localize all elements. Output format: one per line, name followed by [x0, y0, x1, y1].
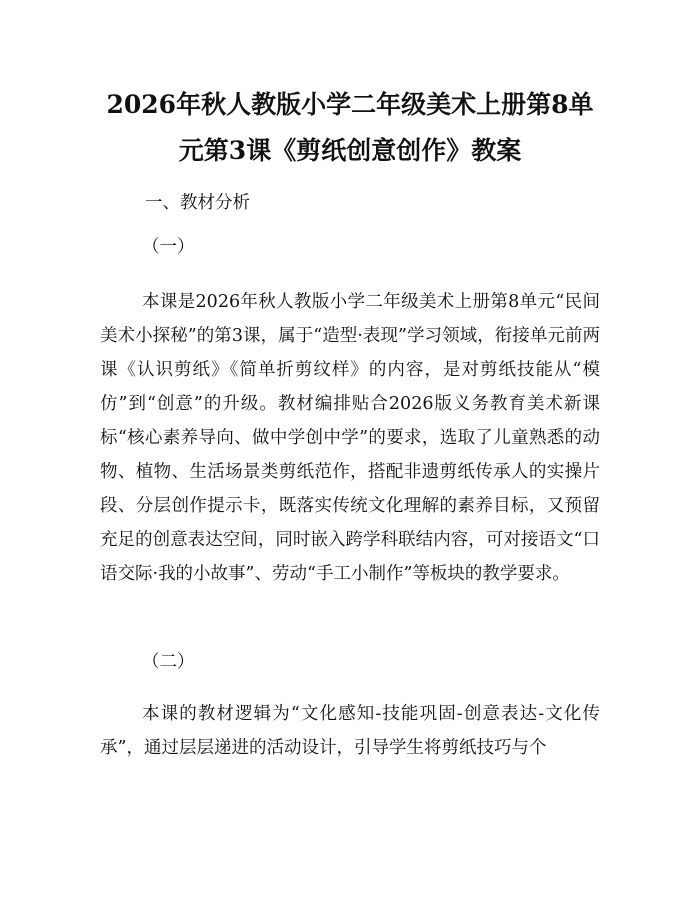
document-title: 2026年秋人教版小学二年级美术上册第8单元第3课《剪纸创意创作》教案	[106, 90, 594, 165]
sub-heading-1: （一）	[142, 237, 195, 257]
sub-heading-2: （二）	[142, 652, 195, 672]
paragraph-1: 本课是2026年秋人教版小学二年级美术上册第8单元“民间美术小探秘”的第3课，属于“造型·表现”学习领域，衔接单元前两课《认识剪纸》《简单折剪纹样》的内容，是对剪纸技能从“模仿”到“创意”的升级。教材编排贴合2026版义务教育美术新课标“核心素养导向、做中学创中学”的要求，选取了儿童熟悉的动物、植物、生活场景类剪纸范作，搭配非遗剪纸传承人的实操片段、分层创作提示卡，既落实传统文化理解的素养目标，又预留充足的创意表达空间，同时嵌入跨学科联结内容，可对接语文“口语交际·我的小故事”、劳动“手工小制作”等板块的教学要求。	[100, 292, 600, 584]
paragraph-2: 本课的教材逻辑为“文化感知-技能巩固-创意表达-文化传承”，通过层层递进的活动设计，引导学生将剪纸技巧与个	[100, 704, 600, 758]
section-heading: 一、教材分析	[145, 193, 250, 213]
